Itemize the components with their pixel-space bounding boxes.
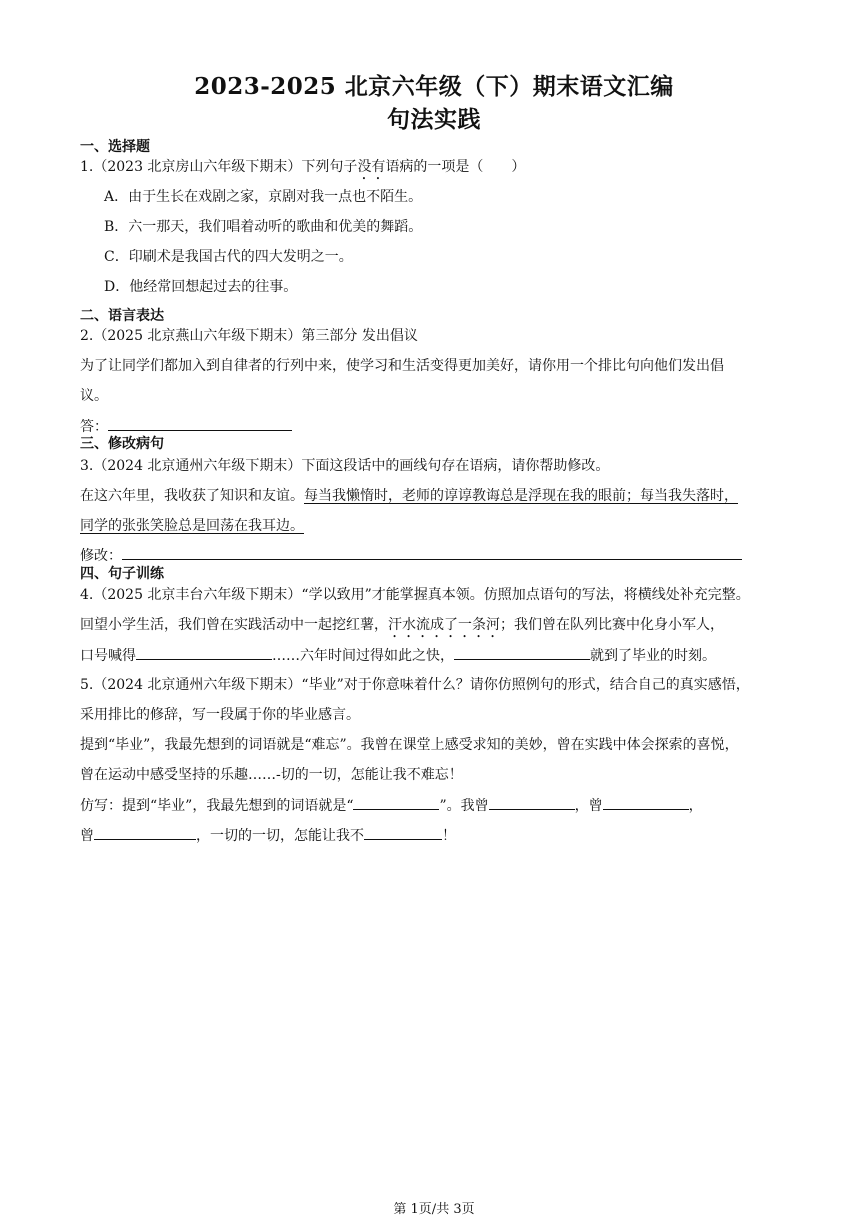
q1-option-a: A．由于生长在戏剧之家，京剧对我一点也不陌生。	[104, 189, 423, 205]
q5-blank-word[interactable]	[353, 794, 439, 810]
q5-blank-5[interactable]	[364, 824, 442, 840]
question-5-stem-line2: 采用排比的修辞，写一段属于你的毕业感言。	[80, 707, 360, 723]
q5-write-text-f: ，一切的一切，怎能让我不	[196, 828, 364, 844]
page-footer: 第 1页/共 3页	[393, 1202, 475, 1217]
question-2-body-line1: 为了让同学们都加入到自律者的行列中来，使学习和生活变得更加美好，请你用一个排比句向他们发出倡	[80, 358, 724, 374]
question-4-stem: 4.（2025 北京丰台六年级下期末）“学以致用”才能掌握真本领。仿照加点语句的写法，将横线处补充完整。	[80, 587, 750, 603]
document-title: 2023-2025 北京六年级（下）期末语文汇编	[194, 73, 674, 100]
q4-blank-1[interactable]	[136, 644, 272, 660]
q1-option-d: D．他经常回想起过去的往事。	[104, 279, 298, 295]
q5-write-text-d: ，	[688, 798, 703, 814]
q5-blank-4[interactable]	[94, 824, 196, 840]
q5-blank-2[interactable]	[489, 794, 575, 810]
section-heading-correction: 三、修改病句	[80, 436, 164, 452]
q3-plain-text: 在这六年里，我收获了知识和友谊。	[80, 488, 304, 504]
q5-write-text-a: 仿写：提到“毕业”，我最先想到的词语就是“	[80, 798, 354, 814]
q3-fix-row	[80, 544, 742, 565]
section-heading-sentence-training: 四、句子训练	[80, 566, 164, 582]
question-2-stem: 2.（2025 北京燕山六年级下期末）第三部分 发出倡议	[80, 328, 418, 344]
q4-fill-text-a: 口号喊得	[80, 648, 136, 664]
q2-answer-blank[interactable]	[108, 415, 292, 431]
q4-dotted-phrase: 汗水流成了一条河	[388, 617, 500, 633]
q4-blank-2[interactable]	[454, 644, 590, 660]
q4-fill-text-b: ……六年时间过得如此之快，	[272, 648, 454, 664]
q5-write-line2	[80, 824, 456, 845]
document-subtitle: 句法实践	[387, 106, 481, 133]
question-3-stem: 3.（2024 北京通州六年级下期末）下面这段话中的画线句存在语病，请你帮助修改。	[80, 458, 610, 474]
q1-option-c: C．印刷术是我国古代的四大发明之一。	[104, 249, 353, 265]
q4-fill-text-c: 就到了毕业的时刻。	[590, 648, 716, 664]
q1-option-b: B．六一那天，我们唱着动听的歌曲和优美的舞蹈。	[104, 219, 423, 235]
question-1-stem	[80, 156, 525, 183]
section-heading-expression: 二、语言表达	[80, 308, 164, 324]
q5-example-line1: 提到“毕业”，我最先想到的词语就是“难忘”。我曾在课堂上感受求知的美妙，曾在实践中体会探索的喜悦，	[80, 737, 739, 753]
q2-answer-label: 答：	[80, 419, 108, 435]
q5-write-text-c: ，曾	[574, 798, 603, 814]
q4-example-text-a: 回望小学生活，我们曾在实践活动中一起挖红薯，	[80, 617, 388, 633]
q5-blank-3[interactable]	[603, 794, 689, 810]
q1-dotted-word: 没有	[357, 159, 386, 175]
q5-write-line1	[80, 794, 703, 815]
q3-underlined-sentence-part1: 每当我懒惰时，老师的谆谆教诲总是浮现在我的眼前；每当我失落时，	[304, 488, 738, 504]
q4-example-line	[80, 614, 724, 641]
q5-example-line2: 曾在运动中感受坚持的乐趣……-切的一切，怎能让我不难忘！	[80, 767, 463, 783]
question-5-stem: 5.（2024 北京通州六年级下期末）“毕业”对于你意味着什么？请你仿照例句的形式，结合自己的真实感悟，	[80, 677, 750, 693]
question-2-body-line2: 议。	[80, 388, 108, 404]
q5-write-text-b: ”。我曾	[439, 798, 489, 814]
q3-fix-label: 修改：	[80, 548, 122, 564]
q3-passage-line1	[80, 485, 738, 505]
q3-fix-blank[interactable]	[122, 544, 742, 560]
q1-suffix: 语病的一项是（ ）	[385, 159, 526, 175]
q5-write-text-e: 曾	[80, 828, 94, 844]
q4-example-text-b: ；我们曾在队列比赛中化身小军人，	[500, 617, 724, 633]
section-heading-choice: 一、选择题	[80, 139, 150, 155]
q1-prefix: 1.（2023 北京房山六年级下期末）下列句子	[80, 159, 358, 175]
q5-write-text-g: ！	[442, 828, 456, 844]
q3-underlined-sentence-part2: 同学的张张笑脸总是回荡在我耳边。	[80, 518, 304, 534]
q4-fill-line	[80, 644, 716, 665]
